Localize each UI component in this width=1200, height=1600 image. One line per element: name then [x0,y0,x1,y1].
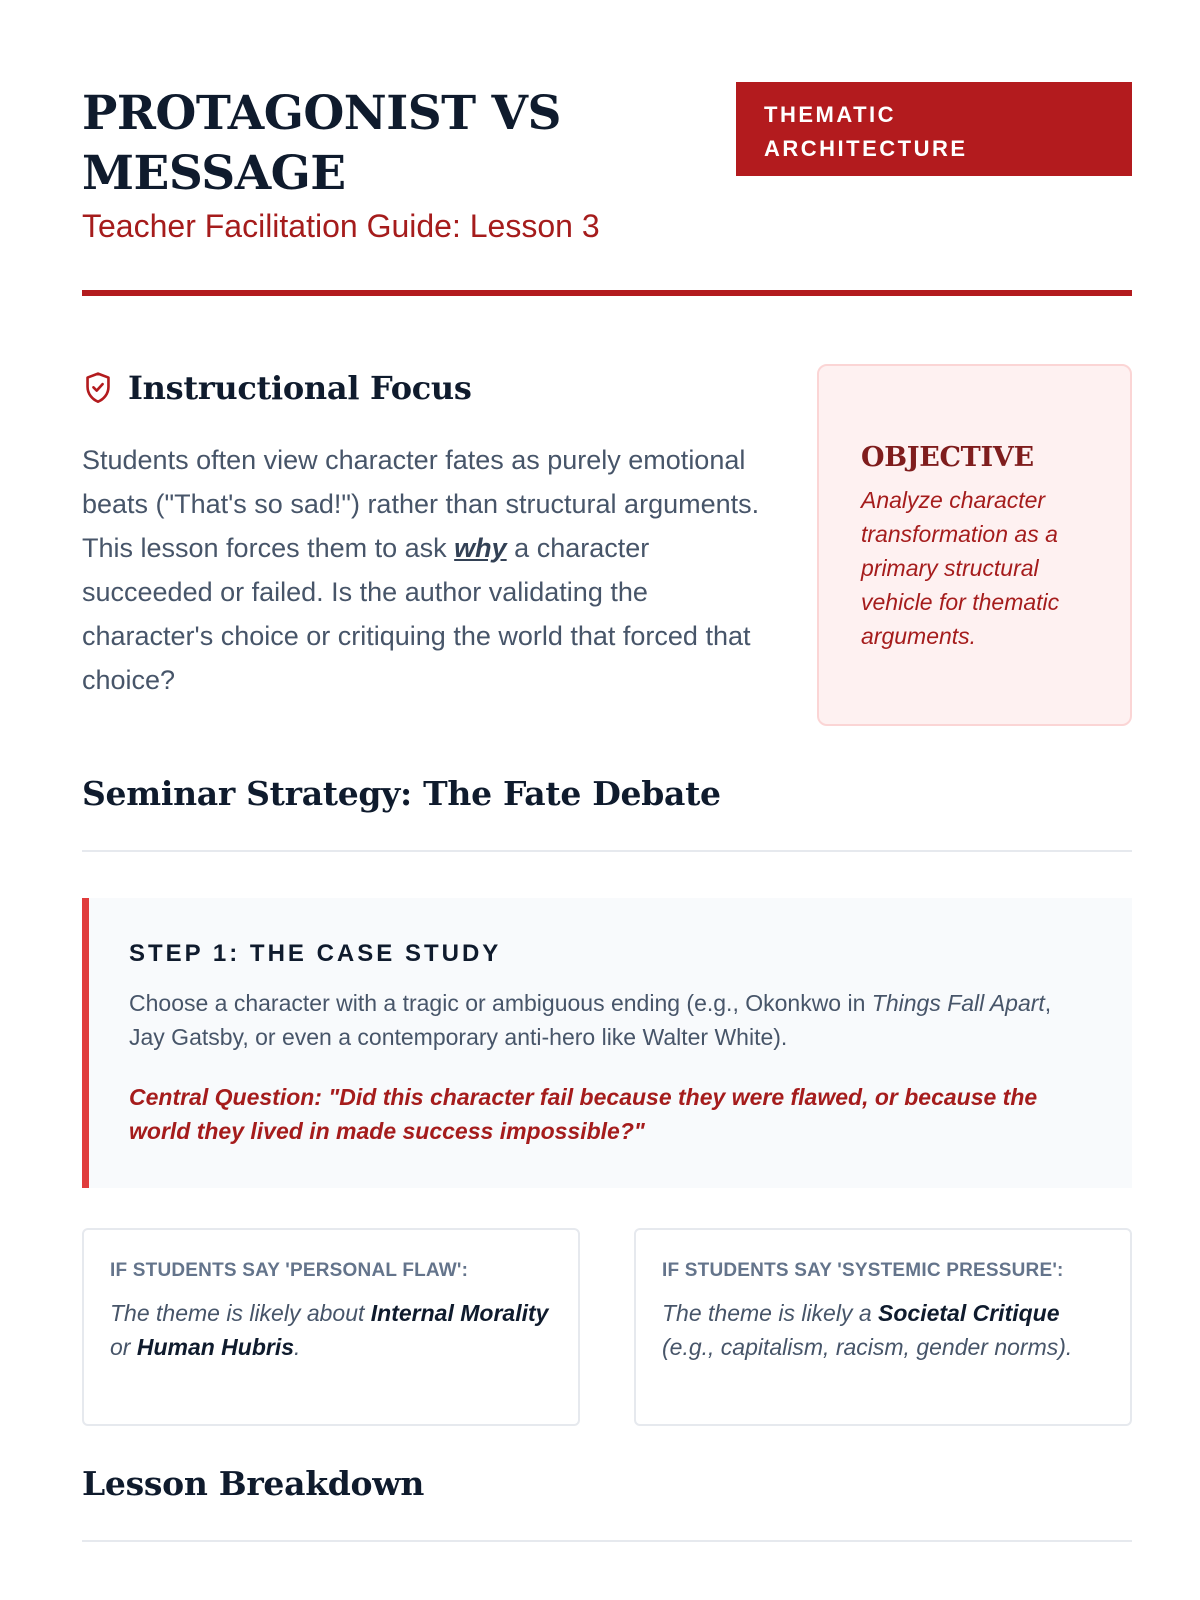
step-description [129,986,1092,1054]
lesson-guide-page [82,0,1132,1600]
book-title: Things Fall Apart [871,990,1045,1016]
objective-callout [817,364,1132,726]
seminar-strategy-heading: Seminar Strategy: The Fate Debate [82,774,721,813]
page-subtitle: Teacher Facilitation Guide: Lesson 3 [82,208,600,244]
page-header [82,80,1132,296]
shield-check-icon [82,371,114,405]
step-1-case-study [82,898,1132,1188]
instructional-focus-heading [82,366,472,410]
step-text-part: Choose a character with a tragic or ambiguous ending (e.g., Okonkwo in [129,990,872,1016]
personal-flaw-card [82,1228,580,1426]
card-keyword: Human Hubris [136,1334,295,1360]
step-text-part: , Jay Gatsby, or even a contemporary anti-hero like Walter White). [129,990,1052,1050]
systemic-pressure-card [634,1228,1132,1426]
section-divider [82,850,1132,852]
card-text-part: (e.g., capitalism, racism, gender norms). [662,1334,1073,1360]
card-text-part: The theme is likely about [110,1300,371,1326]
emphasized-word: why [454,533,507,563]
card-text-part: . [294,1334,301,1360]
instructional-focus-text [82,438,762,702]
objective-label: OBJECTIVE [861,442,1034,473]
central-question: Central Question: "Did this character fail because they were flawed, or because the world they lived in made success impossible?" [129,1084,1038,1144]
card-text [110,1296,552,1364]
page-title: PROTAGONIST VS MESSAGE [82,86,561,201]
card-keyword: Societal Critique [878,1300,1060,1326]
section-title: Instructional Focus [128,369,472,407]
objective-text: Analyze character transformation as a primary structural vehicle for thematic arguments. [861,487,1060,649]
card-text [662,1296,1104,1364]
focus-text-part: a character succeeded or failed. Is the author validating the character's choice or critiquing the world that forced that choice? [82,533,751,695]
card-keyword: Internal Morality [370,1300,549,1326]
header-divider [82,290,1132,296]
lesson-breakdown-heading: Lesson Breakdown [82,1464,425,1503]
focus-text-part: Students often view character fates as purely emotional beats ("That's so sad!") rather than structural arguments. This lesson forces them to ask [82,445,760,563]
card-label: IF STUDENTS SAY 'SYSTEMIC PRESSURE': [662,1260,1064,1281]
card-label: IF STUDENTS SAY 'PERSONAL FLAW': [110,1260,469,1281]
step-title: STEP 1: THE CASE STUDY [129,940,502,967]
section-divider [82,1540,1132,1542]
card-text-part: The theme is likely a [662,1300,879,1326]
theme-badge: THEMATIC ARCHITECTURE [736,82,1132,176]
card-text-part: or [110,1334,137,1360]
